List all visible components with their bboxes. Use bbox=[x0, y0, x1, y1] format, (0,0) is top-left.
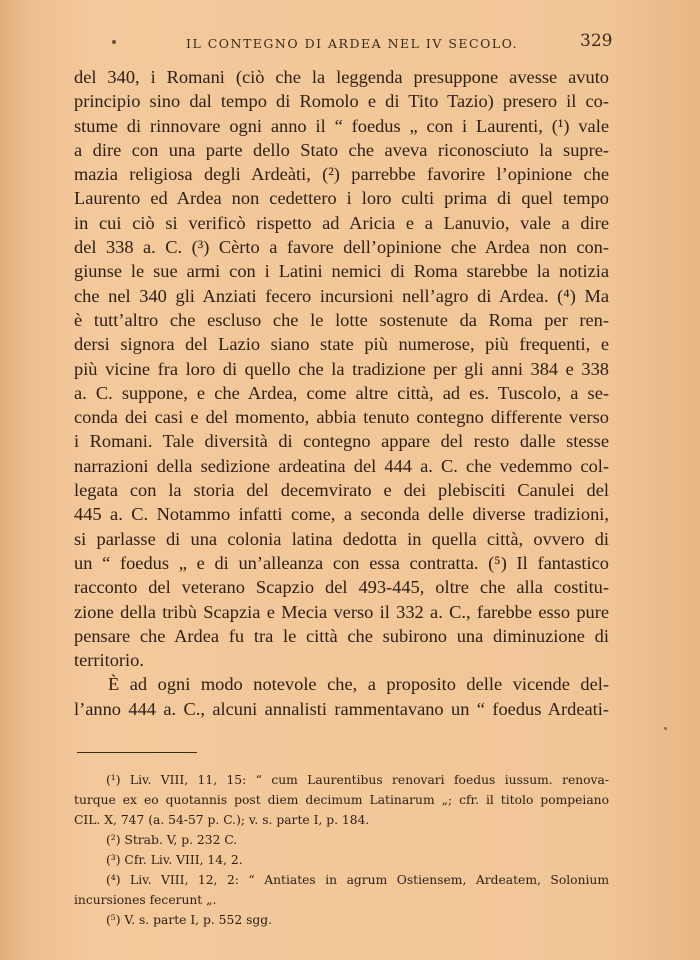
body-line: territorio. bbox=[74, 650, 144, 671]
body-line: è tutt’altro che escluso che le lotte sostenute da Roma per ren- bbox=[74, 309, 609, 330]
footnote-line: (²) Strab. V, p. 232 C. bbox=[106, 833, 238, 847]
footnote-line: (³) Cfr. Liv. VIII, 14, 2. bbox=[106, 853, 243, 867]
footnote-line: turque ex eo quotannis post diem decimum Latinarum „; cfr. il titolo pompeiano bbox=[74, 793, 609, 807]
body-line: pensare che Ardea fu tra le città che subirono una diminuzione di bbox=[74, 625, 609, 646]
body-line: del 340, i Romani (ciò che la leggenda presuppone avesse avuto bbox=[74, 67, 609, 87]
body-line: dersi signora del Lazio siano state più numerose, più frequenti, e bbox=[74, 334, 609, 355]
body-line: conda dei casi e del momento, abbia tenuto contegno differente verso bbox=[74, 407, 609, 428]
body-line: in cui ciò si verificò rispetto ad Aricia e a Lanuvio, vale a dire bbox=[74, 212, 609, 233]
body-line: mazia religiosa degli Ardeàti, (²) parrebbe favorire l’opinione che bbox=[74, 164, 609, 185]
body-line: racconto del veterano Scapzio del 493-445, oltre che alla costitu- bbox=[74, 577, 609, 598]
body-line: legata con la storia del decemvirato e dei plebisciti Canulei del bbox=[74, 480, 609, 501]
body-line: l’anno 444 a. C., alcuni annalisti rammentavano un “ foedus Ardeati- bbox=[74, 698, 609, 719]
body-line: narrazioni della sedizione ardeatina del 444 a. C. che vedemmo col- bbox=[74, 455, 609, 476]
page-header bbox=[0, 30, 700, 54]
body-line: È ad ogni modo notevole che, a proposito delle vicende del- bbox=[108, 674, 609, 695]
body-line: a. C. suppone, e che Ardea, come altre città, ad es. Tuscolo, a se- bbox=[74, 382, 609, 403]
page-number: 329 bbox=[580, 31, 613, 51]
footnotes bbox=[74, 770, 609, 930]
body-line: che nel 340 gli Anziati fecero incursioni nell’agro di Ardea. (⁴) Ma bbox=[74, 285, 609, 306]
body-line: a dire con una parte dello Stato che aveva riconosciuto la supre- bbox=[74, 139, 609, 160]
body-line: Laurento ed Ardea non cedettero i loro culti prima di quel tempo bbox=[74, 188, 609, 209]
body-line: giunse le sue armi con i Latini nemici di Roma starebbe la notizia bbox=[74, 261, 609, 282]
footnote-line: (⁴) Liv. VIII, 12, 2: “ Antiates in agrum Ostiensem, Ardeatem, Solonium bbox=[106, 873, 609, 887]
footnote-line: (⁵) V. s. parte I, p. 552 sgg. bbox=[106, 913, 273, 927]
footnote-line: incursiones fecerunt „. bbox=[74, 893, 217, 907]
footnote-line: (¹) Liv. VIII, 11, 15: “ cum Laurentibus renovari foedus iussum. renova- bbox=[106, 773, 609, 787]
footnote-separator bbox=[77, 752, 197, 753]
footnote-line: CIL. X, 747 (a. 54-57 p. C.); v. s. parte I, p. 184. bbox=[74, 813, 370, 827]
body-text bbox=[74, 65, 609, 721]
body-line: più vicine fra loro di quello che la tradizione per gli anni 384 e 338 bbox=[74, 358, 609, 379]
running-title: IL CONTEGNO DI ARDEA NEL IV SECOLO. bbox=[186, 36, 519, 51]
body-line: i Romani. Tale diversità di contegno appare del resto dalle stesse bbox=[74, 431, 609, 452]
body-line: zione della tribù Scapzia e Mecia verso il 332 a. C., farebbe esso pure bbox=[74, 601, 609, 622]
body-line: principio sino dal tempo di Romolo e di Tito Tazio) presero il co- bbox=[74, 91, 609, 112]
body-line: stume di rinnovare ogni anno il “ foedus „ con i Laurenti, (¹) vale bbox=[74, 115, 609, 136]
body-line: del 338 a. C. (³) Cèrto a favore dell’opinione che Ardea non con- bbox=[74, 237, 609, 258]
print-speck bbox=[112, 40, 116, 44]
paper-speck bbox=[664, 727, 667, 730]
body-line: si parlasse di una colonia latina dedotta in quella città, ovvero di bbox=[74, 528, 609, 549]
body-line: un “ foedus „ e di un’alleanza con essa contratta. (⁵) Il fantastico bbox=[74, 552, 609, 573]
body-line: 445 a. C. Notammo infatti come, a seconda delle diverse tradizioni, bbox=[74, 504, 609, 525]
